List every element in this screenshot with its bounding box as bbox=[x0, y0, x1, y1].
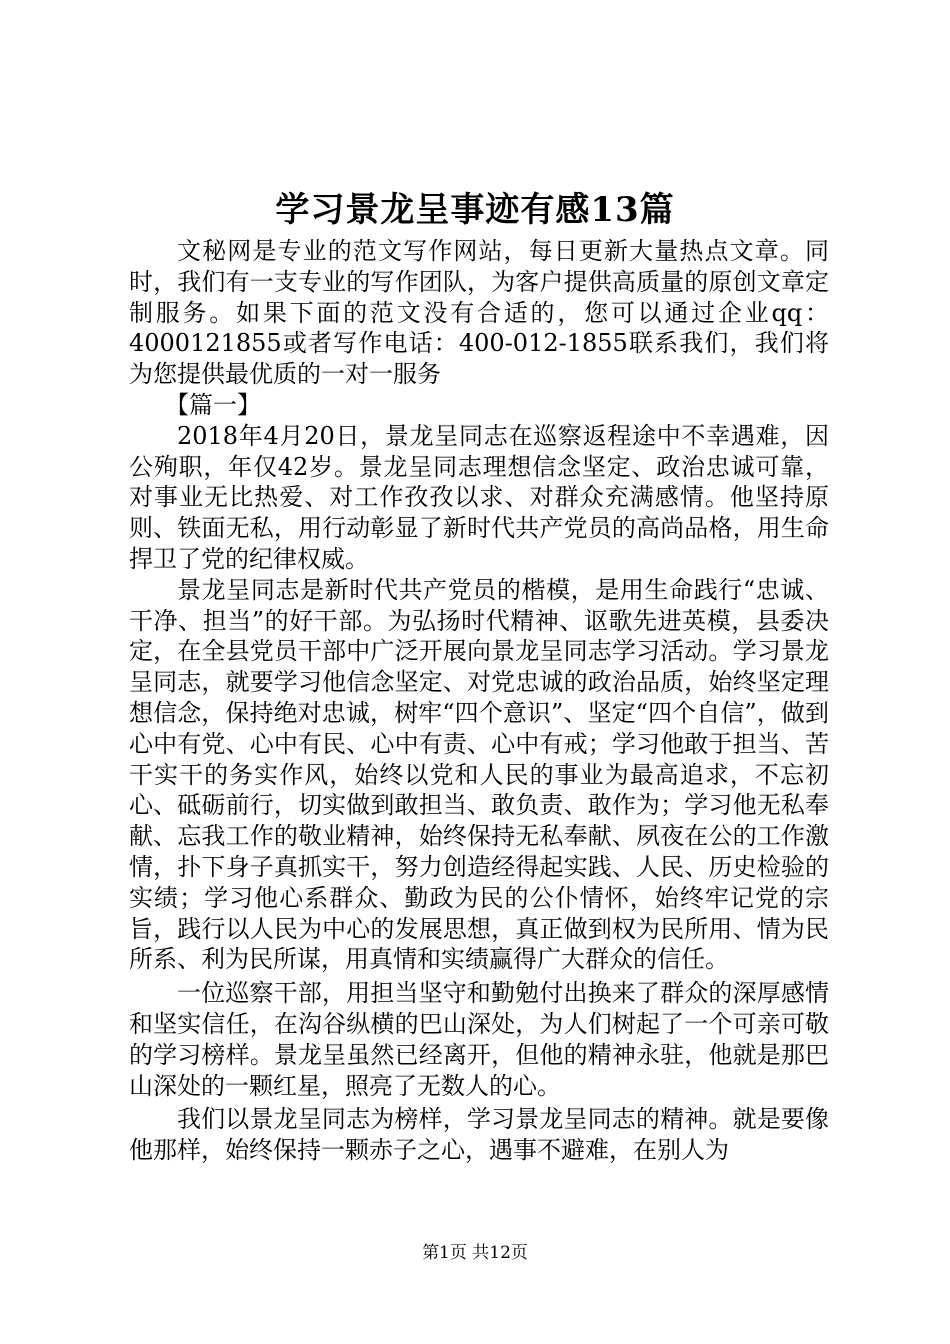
document-title: 学习景龙呈事迹有感13篇 bbox=[275, 190, 675, 230]
body-paragraph: 一位巡察干部，用担当坚守和勤勉付出换来了群众的深厚感情和坚实信任，在沟谷纵横的巴山深处，为人们树起了一个可亲可敬的学习榜样。景龙呈虽然已经离开，但他的精神永驻，他就是那巴山深处的一颗红星，照亮了无数人的心。 bbox=[129, 979, 829, 1100]
page-number-footer: 第1页 共12页 bbox=[422, 1243, 528, 1263]
body-paragraph: 2018年4月20日，景龙呈同志在巡察返程途中不幸遇难，因公殉职，年仅42岁。景龙呈同志理想信念坚定、政治忠诚可靠，对事业无比热爱、对工作孜孜以求、对群众充满感情。他坚持原则、铁面无私，用行动彰显了新时代共产党员的高尚品格，用生命捍卫了党的纪律权威。 bbox=[129, 421, 829, 573]
section-heading: 【篇一】 bbox=[165, 390, 261, 419]
document-body bbox=[129, 236, 829, 1166]
intro-paragraph: 文秘网是专业的范文写作网站，每日更新大量热点文章。同时，我们有一支专业的写作团队，为客户提供高质量的原创文章定制服务。如果下面的范文没有合适的，您可以通过企业qq：4000121855或者写作电话：400-012-1855联系我们，我们将为您提供最优质的一对一服务 bbox=[129, 237, 829, 389]
body-paragraph: 我们以景龙呈同志为榜样，学习景龙呈同志的精神。就是要像他那样，始终保持一颗赤子之心，遇事不避难，在别人为 bbox=[129, 1105, 829, 1165]
body-paragraph: 景龙呈同志是新时代共产党员的楷模，是用生命践行“忠诚、干净、担当”的好干部。为弘扬时代精神、讴歌先进英模，县委决定，在全县党员干部中广泛开展向景龙呈同志学习活动。学习景龙呈同志，就要学习他信念坚定、对党忠诚的政治品质，始终坚定理想信念，保持绝对忠诚，树牢“四个意识”、坚定“四个自信”，做到心中有党、心中有民、心中有责、心中有戒；学习他敢于担当、苦干实干的务实作风，始终以党和人民的事业为最高追求，不忘初心、砥砺前行，切实做到敢担当、敢负责、敢作为；学习他无私奉献、忘我工作的敬业精神，始终保持无私奉献、夙夜在公的工作激情，扑下身子真抓实干，努力创造经得起实践、人民、历史检验的实绩；学习他心系群众、勤政为民的公仆情怀，始终牢记党的宗旨，践行以人民为中心的发展思想，真正做到权为民所用、情为民所系、利为民所谋，用真情和实绩赢得广大群众的信任。 bbox=[129, 575, 829, 974]
